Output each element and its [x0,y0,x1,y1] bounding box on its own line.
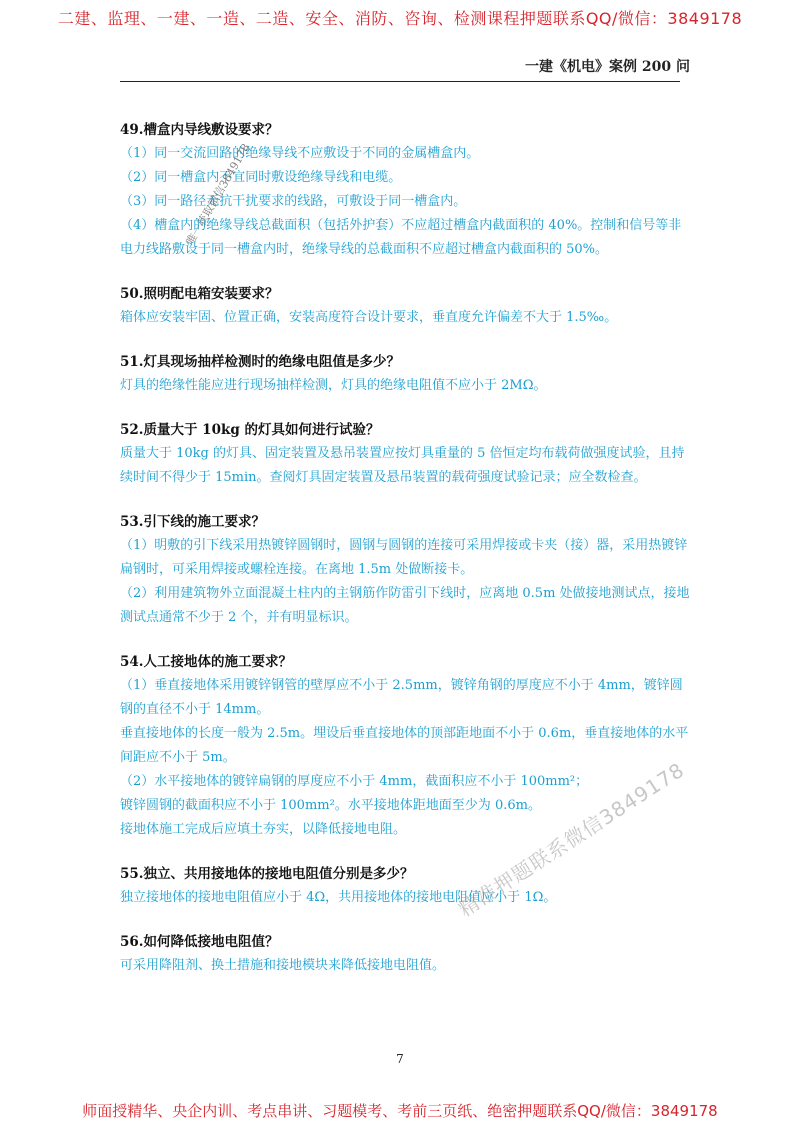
question: 55.独立、共用接地体的接地电阻值分别是多少？ [120,866,414,882]
question: 56.如何降低接地电阻值？ [120,934,279,950]
qa-item-50 [120,282,692,330]
answer-line: 镀锌圆钢的截面积应不小于 100mm²。水平接地体距地面至少为 0.6m。 [120,798,541,813]
qa-item-52 [120,418,692,490]
qa-content [120,118,692,998]
question: 50.照明配电箱安装要求？ [120,286,279,302]
answer-line: 垂直接地体的长度一般为 2.5m。埋设后垂直接地体的顶部距地面不小于 0.6m，垂直接地体的水平间距应不小于 5m。 [120,726,689,765]
question: 53.引下线的施工要求？ [120,514,265,530]
answer-line: （2）同一槽盒内不宜同时敷设绝缘导线和电缆。 [120,170,402,185]
watermark-large: 精准押题联系微信3849178 [454,757,689,922]
header-title: 一建《机电》案例 200 问 [525,59,690,75]
header-rule [120,81,680,82]
answer-line: 灯具的绝缘性能应进行现场抽样检测，灯具的绝缘电阻值不应小于 2MΩ。 [120,378,547,393]
question: 49.槽盒内导线敷设要求？ [120,122,279,138]
answer-line: （1）同一交流回路的绝缘导线不应敷设于不同的金属槽盒内。 [120,146,480,161]
answer-line: 独立接地体的接地电阻值应小于 4Ω，共用接地体的接地电阻值应小于 1Ω。 [120,890,557,905]
answer-line: 接地体施工完成后应填土夯实，以降低接地电阻。 [120,822,407,837]
qa-item-56 [120,930,692,978]
answer-line: 箱体应安装牢固、位置正确，安装高度符合设计要求，垂直度允许偏差不大于 1.5‰。 [120,310,618,325]
qa-item-55 [120,862,692,910]
answer-line: （2）水平接地体的镀锌扁钢的厚度应不小于 4mm，截面积应不小于 100mm²； [120,774,589,789]
question: 51.灯具现场抽样检测时的绝缘电阻值是多少？ [120,354,400,370]
top-banner: 二建、监理、一建、一造、二造、安全、消防、咨询、检测课程押题联系QQ/微信：3849178 [57,9,743,28]
qa-item-53 [120,510,692,630]
qa-item-51 [120,350,692,398]
bottom-banner: 师面授精华、央企内训、考点串讲、习题模考、考前三页纸、绝密押题联系QQ/微信：3849178 [82,1102,718,1120]
qa-item-49 [120,118,692,262]
answer-line: （1）垂直接地体采用镀锌钢管的壁厚应不小于 2.5mm，镀锌角钢的厚度应不小于 4mm，镀锌圆钢的直径不小于 14mm。 [120,678,683,717]
question: 54.人工接地体的施工要求？ [120,654,292,670]
answer-line: （4）槽盒内的绝缘导线总截面积（包括外护套）不应超过槽盒内截面积的 40%。控制和信号等非电力线路敷设于同一槽盒内时，绝缘导线的总截面积不应超过槽盒内截面积的 50%。 [120,218,682,257]
question: 52.质量大于 10kg 的灯具如何进行试验？ [120,422,380,438]
watermark-small: 唯一获取微信3849178 [183,141,253,248]
answer-line: （3）同一路径无抗干扰要求的线路，可敷设于同一槽盒内。 [120,194,467,209]
page-number: 7 [396,1052,404,1066]
answer-line: （2）利用建筑物外立面混凝土柱内的主钢筋作防雷引下线时，应离地 0.5m 处做接地测试点，接地测试点通常不少于 2 个，并有明显标识。 [120,586,690,625]
answer-line: 可采用降阻剂、换土措施和接地模块来降低接地电阻值。 [120,958,446,973]
answer-line: 质量大于 10kg 的灯具、固定装置及悬吊装置应按灯具重量的 5 倍恒定均布载荷做强度试验，且持续时间不得少于 15min。查阅灯具固定装置及悬吊装置的载荷强度试验记录；应全数检查。 [120,446,685,485]
answer-line: （1）明敷的引下线采用热镀锌圆钢时，圆钢与圆钢的连接可采用焊接或卡夹（接）器，采用热镀锌扁钢时，可采用焊接或螺栓连接。在离地 1.5m 处做断接卡。 [120,538,688,577]
